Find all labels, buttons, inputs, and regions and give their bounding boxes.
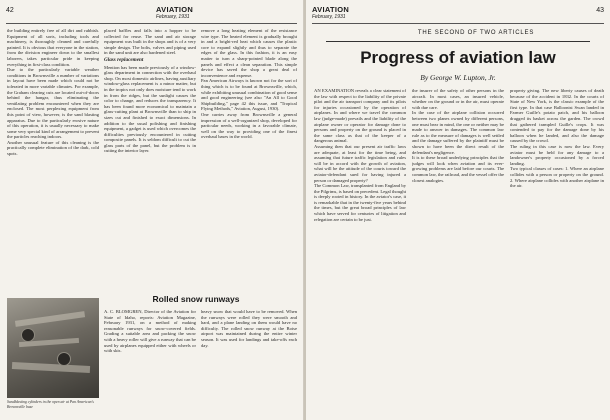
right-column-3: [510, 88, 604, 414]
left-issue-date: February, 1931: [156, 14, 190, 20]
paragraph: The ruling in this case is now the law. Every aviator must be held for any damage to a landowner's property occasioned by a forced landing.: [510, 143, 604, 166]
left-column-1: [7, 28, 99, 296]
paragraph: the insurer of the safety of other persons in the aircraft. In most cases, an insured vehicle, whether on the ground or in the air, must operate with due care.: [412, 88, 504, 110]
right-issue-date: February, 1931: [312, 14, 346, 20]
left-running-head: [6, 5, 297, 25]
paragraph: heavy snow that would have to be removed. When the runways were rolled they were smooth and hard, and a plane landing on them would have no difficulty. The rolled snow runway at the Boise airport was maintained during the entire winter season. It was used for landings and take-offs each day.: [201, 309, 297, 348]
article-byline: By George W. Lupton, Jr.: [420, 73, 496, 82]
paragraph: AN EXAMINATION reveals a clear statement of the law with respect to the liability of the private pilot and the air transport company and its pilots for injuries occasioned by the operation of airplanes. In and where we travel the common law (judge-made) prevails and the liability of the airplane owner or operator for damage done to persons and property on the ground is placed in the same class as that of the keeper of a dangerous animal.: [314, 88, 406, 144]
left-column-4: [104, 309, 196, 415]
sandblasting-photo: [7, 298, 99, 398]
left-column-3: [201, 28, 297, 290]
paragraph: Due to the particularly variable weather conditions in Brownsville a number of variations in layout have been made which could not be tolerated in more variable climates. For example, the Graham clearing cuts are located out-of-doors behind the hangar, thus eliminating the ventilating problem encountered when they are enclosed. The most perplexing equipment from this point of view, however, is the sand blasting apparatus. Due to the particularly erosive nature of this operation, it is usually necessary to make some very special kind of arrangement to prevent the particles reaching indoors.: [7, 67, 99, 140]
paragraph: Pan American Airways is known not for the sort of thing which is to be found at Brownsville, which, while exhibiting unusual combination of good sense and good engineering (see also "An All to Good Shipbuilding," page 42 this issue, and "Tropical Flying Methods," Aviation, August, 1930).: [201, 78, 297, 112]
paragraph: The Common Law, transplanted from England by the Pilgrims, is based on precedent. Legal thought is deeply rooted in history. In the aviator's case, it is remarkable that in the twenty-five years behind the times, but the great broad principles of law which have served for centuries of litigation and relegation are certain to be just.: [314, 183, 406, 222]
right-magazine-name: AVIATION: [312, 5, 350, 14]
paragraph: remove a long heating element of the resistance wire type. The heated element is gradually brought in and a bright-red heat which causes the plastic core to expand slightly and thus to separate the edges of the glass. In this fashion, it is an easy matter to turn a sharp-pointed blade along the panels and effect a clean separation. This simple device has saved the shop a great deal of inconvenience and expense.: [201, 28, 297, 78]
paragraph: property giving. The new liberty causes of death because of the accident in 1832. In the courts of State of New York, is the classic example of the first type. In that case Balloonist Swan landed in Farmer Guille's potato patch, and his balloon dragged its basket across the garden. The crowd that gathered trampled Guille's crops. It was contended to pay for the damage done by his balloon when he landed, and also the damage caused by the crowd.: [510, 88, 604, 144]
right-column-1: [314, 88, 406, 414]
paragraph: Two typical classes of cases: 1. Where an airplane collides with a person or property on the ground. 2. Where airplane collides with another airplane in the air.: [510, 166, 604, 189]
right-page-number: 43: [596, 7, 604, 14]
article-title-rolled-snow-runways: Rolled snow runways: [152, 294, 240, 304]
right-head-rule: [312, 23, 604, 24]
article-title: Progress of aviation law: [360, 48, 556, 67]
left-page: [0, 0, 304, 420]
paragraph: A. C. BLOMGREN, Director of the Aviation for State of Idaho, reports: Aviation Magazine, February 1931, on a method of making reasonable runways for snow-covered fields. Grading a suitable area and packing the snow with a heavy roller will give a runway that can be used by airplanes equipped either with wheels or with skis.: [104, 309, 196, 354]
paragraph: Another unusual feature of this cleaning is the practically complete elimination of the dark, cold spots.: [7, 139, 99, 157]
left-page-number: 42: [6, 7, 14, 14]
title-rule-top: [326, 41, 590, 42]
paragraph: One carries away from Brownsville a general impression of a well-organized shop, developed for particular needs, working in a favorable climate, well on the way to providing one of the finest overhaul bases in the world.: [201, 111, 297, 140]
paragraph: Assuming then that our present air traffic laws are adequate, at least for the time being, and assuming that future traffic legislation and rules will be in accord with the growth of aviation, what will be the attitude of the courts toward the aviator-defendant sued for having injured a person or damaged property?: [314, 143, 406, 183]
series-label: THE SECOND OF TWO ARTICLES: [417, 30, 535, 36]
photo-caption: Sandblasting cylinders in the open air at Pan American's Brownsville base: [7, 400, 94, 409]
left-column-5: [201, 309, 297, 415]
right-running-head: [312, 5, 604, 25]
paragraph: the building entirely free of all dirt and rubbish. Equipment of all sorts, including tools and machinery, is thoroughly cleaned and carefully painted. It is obvious that everyone in the station, from the division engineer down to the smallest laborers, takes particular pride in keeping everything in first-class condition.: [7, 28, 99, 67]
paragraph: placed baffles and falls into a hopper to be collected for reuse. The sand and air storage equipment was built in the shops and is of a very simple design. The bolts, valves and piping used in the sand unit are also hardened steel.: [104, 28, 196, 56]
left-head-rule: [6, 23, 297, 24]
paragraph: In the case of the airplane collision occurred between two planes owned by different persons, one must bear in mind, the one or neither may be made to answer in damages. The common law rule as to the measure of damages is well settled and the damage suffered by the plaintiff must be shown to have been the direct result of the defendant's negligence.: [412, 110, 504, 155]
right-page: [306, 0, 610, 420]
paragraph: Mention has been made previously of a window-glass department in connection with the overhaul shop. On most domestic airlines, having auxiliary window-glass replacement is a minor matter, but in the tropics not only does moisture tend to work in from the ridges, but the sunlight causes the color to change, and reduces the transparency. It has been found more economical to maintain a glass-cutting plant at Brownsville than to ship in sizes cut and finished to exact dimensions. In addition to the usual polishing and finishing equipment, a gadget is used which overcomes the difficulties previously encountered in cutting composite panels. It is seldom difficult to cut the glass parts of the panel, but the problem is in cutting the interior layer.: [104, 64, 196, 154]
left-column-2: [104, 28, 196, 290]
subheading: Glass replacement: [104, 56, 144, 63]
paragraph: It is to these broad underlying principles that the judges will look when aviation and its ever-growing problems are laid before our courts. The common law, the railroad, and the vessel offer the closest analogies.: [412, 155, 504, 183]
left-magazine-name: AVIATION: [156, 5, 194, 14]
right-column-2: [412, 88, 504, 414]
